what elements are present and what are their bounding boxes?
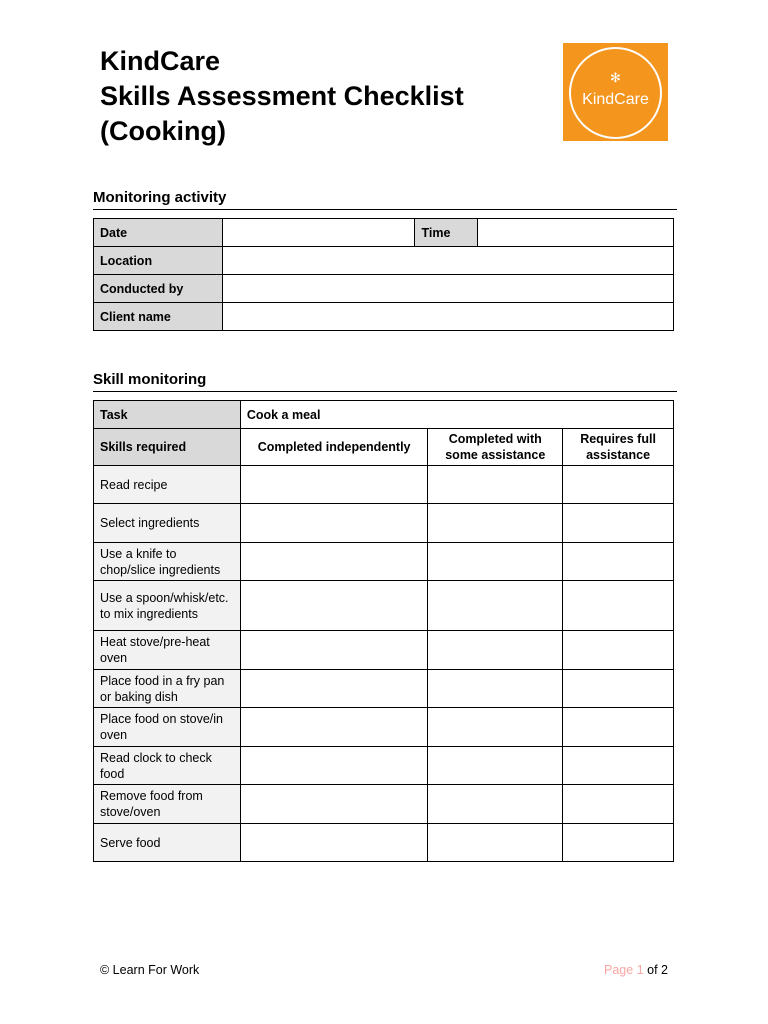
checkbox-cell-independent[interactable] xyxy=(240,824,428,862)
checkbox-cell-independent[interactable] xyxy=(240,670,428,708)
checkbox-cell-independent[interactable] xyxy=(240,747,428,785)
checkbox-cell-independent[interactable] xyxy=(240,581,428,631)
table-row xyxy=(94,581,674,631)
time-field[interactable] xyxy=(478,219,674,247)
task-label: Task xyxy=(94,401,241,429)
checkbox-cell-independent[interactable] xyxy=(240,543,428,581)
conducted-by-field[interactable] xyxy=(222,275,673,303)
footer-page-number xyxy=(604,963,668,977)
location-label: Location xyxy=(94,247,223,275)
location-field[interactable] xyxy=(222,247,673,275)
date-field[interactable] xyxy=(222,219,415,247)
table-row xyxy=(94,466,674,504)
checkbox-cell-independent[interactable] xyxy=(240,785,428,824)
table-row xyxy=(94,708,674,747)
skill-label: Use a spoon/whisk/etc. to mix ingredients xyxy=(94,581,241,631)
checkbox-cell-independent[interactable] xyxy=(240,708,428,747)
title-line-brand: KindCare xyxy=(100,46,221,76)
skill-label: Read clock to check food xyxy=(94,747,241,785)
skill-label: Use a knife to chop/slice ingredients xyxy=(94,543,241,581)
checkbox-cell-full-assistance[interactable] xyxy=(563,670,674,708)
skill-label: Heat stove/pre-heat oven xyxy=(94,631,241,670)
kindcare-logo xyxy=(563,43,668,141)
skill-label: Read recipe xyxy=(94,466,241,504)
skill-label: Select ingredients xyxy=(94,504,241,543)
skill-monitoring-heading: Skill monitoring xyxy=(93,371,677,392)
checkbox-cell-some-assistance[interactable] xyxy=(428,631,563,670)
skills-required-header: Skills required xyxy=(94,429,241,466)
checkbox-cell-independent[interactable] xyxy=(240,631,428,670)
table-row xyxy=(94,670,674,708)
checkbox-cell-independent[interactable] xyxy=(240,504,428,543)
skill-label: Place food on stove/in oven xyxy=(94,708,241,747)
time-label: Time xyxy=(415,219,478,247)
skills-table xyxy=(93,400,674,862)
conducted-by-label: Conducted by xyxy=(94,275,223,303)
checkbox-cell-some-assistance[interactable] xyxy=(428,824,563,862)
document-title xyxy=(100,44,464,149)
checkbox-cell-independent[interactable] xyxy=(240,466,428,504)
monitoring-table xyxy=(93,218,674,331)
task-value: Cook a meal xyxy=(240,401,673,429)
checkbox-cell-full-assistance[interactable] xyxy=(563,466,674,504)
checkbox-cell-some-assistance[interactable] xyxy=(428,785,563,824)
completed-some-assistance-header: Completed with some assistance xyxy=(428,429,563,466)
checkbox-cell-full-assistance[interactable] xyxy=(563,708,674,747)
checkbox-cell-full-assistance[interactable] xyxy=(563,747,674,785)
title-line-topic: (Cooking) xyxy=(100,116,226,146)
checkbox-cell-full-assistance[interactable] xyxy=(563,631,674,670)
footer-copyright: © Learn For Work xyxy=(100,963,200,977)
page-word: Page xyxy=(604,963,634,977)
checkbox-cell-some-assistance[interactable] xyxy=(428,581,563,631)
checkbox-cell-full-assistance[interactable] xyxy=(563,581,674,631)
title-line-main: Skills Assessment Checklist xyxy=(100,81,464,111)
flower-icon: ✻ xyxy=(610,70,621,85)
checkbox-cell-some-assistance[interactable] xyxy=(428,504,563,543)
monitoring-activity-heading: Monitoring activity xyxy=(93,189,677,210)
requires-full-assistance-header: Requires full assistance xyxy=(563,429,674,466)
logo-text: KindCare xyxy=(582,91,649,108)
page-current: 1 xyxy=(636,963,644,977)
checkbox-cell-full-assistance[interactable] xyxy=(563,785,674,824)
client-name-field[interactable] xyxy=(222,303,673,331)
table-row xyxy=(94,747,674,785)
skill-label: Serve food xyxy=(94,824,241,862)
completed-independently-header: Completed independently xyxy=(240,429,428,466)
checkbox-cell-some-assistance[interactable] xyxy=(428,670,563,708)
checkbox-cell-full-assistance[interactable] xyxy=(563,504,674,543)
page-total: of 2 xyxy=(647,963,668,977)
skill-label: Remove food from stove/oven xyxy=(94,785,241,824)
table-row xyxy=(94,824,674,862)
table-row xyxy=(94,543,674,581)
table-row xyxy=(94,631,674,670)
checkbox-cell-full-assistance[interactable] xyxy=(563,824,674,862)
client-name-label: Client name xyxy=(94,303,223,331)
checkbox-cell-some-assistance[interactable] xyxy=(428,466,563,504)
table-row xyxy=(94,504,674,543)
checkbox-cell-full-assistance[interactable] xyxy=(563,543,674,581)
date-label: Date xyxy=(94,219,223,247)
table-row xyxy=(94,785,674,824)
checkbox-cell-some-assistance[interactable] xyxy=(428,747,563,785)
skill-label: Place food in a fry pan or baking dish xyxy=(94,670,241,708)
checkbox-cell-some-assistance[interactable] xyxy=(428,543,563,581)
checkbox-cell-some-assistance[interactable] xyxy=(428,708,563,747)
